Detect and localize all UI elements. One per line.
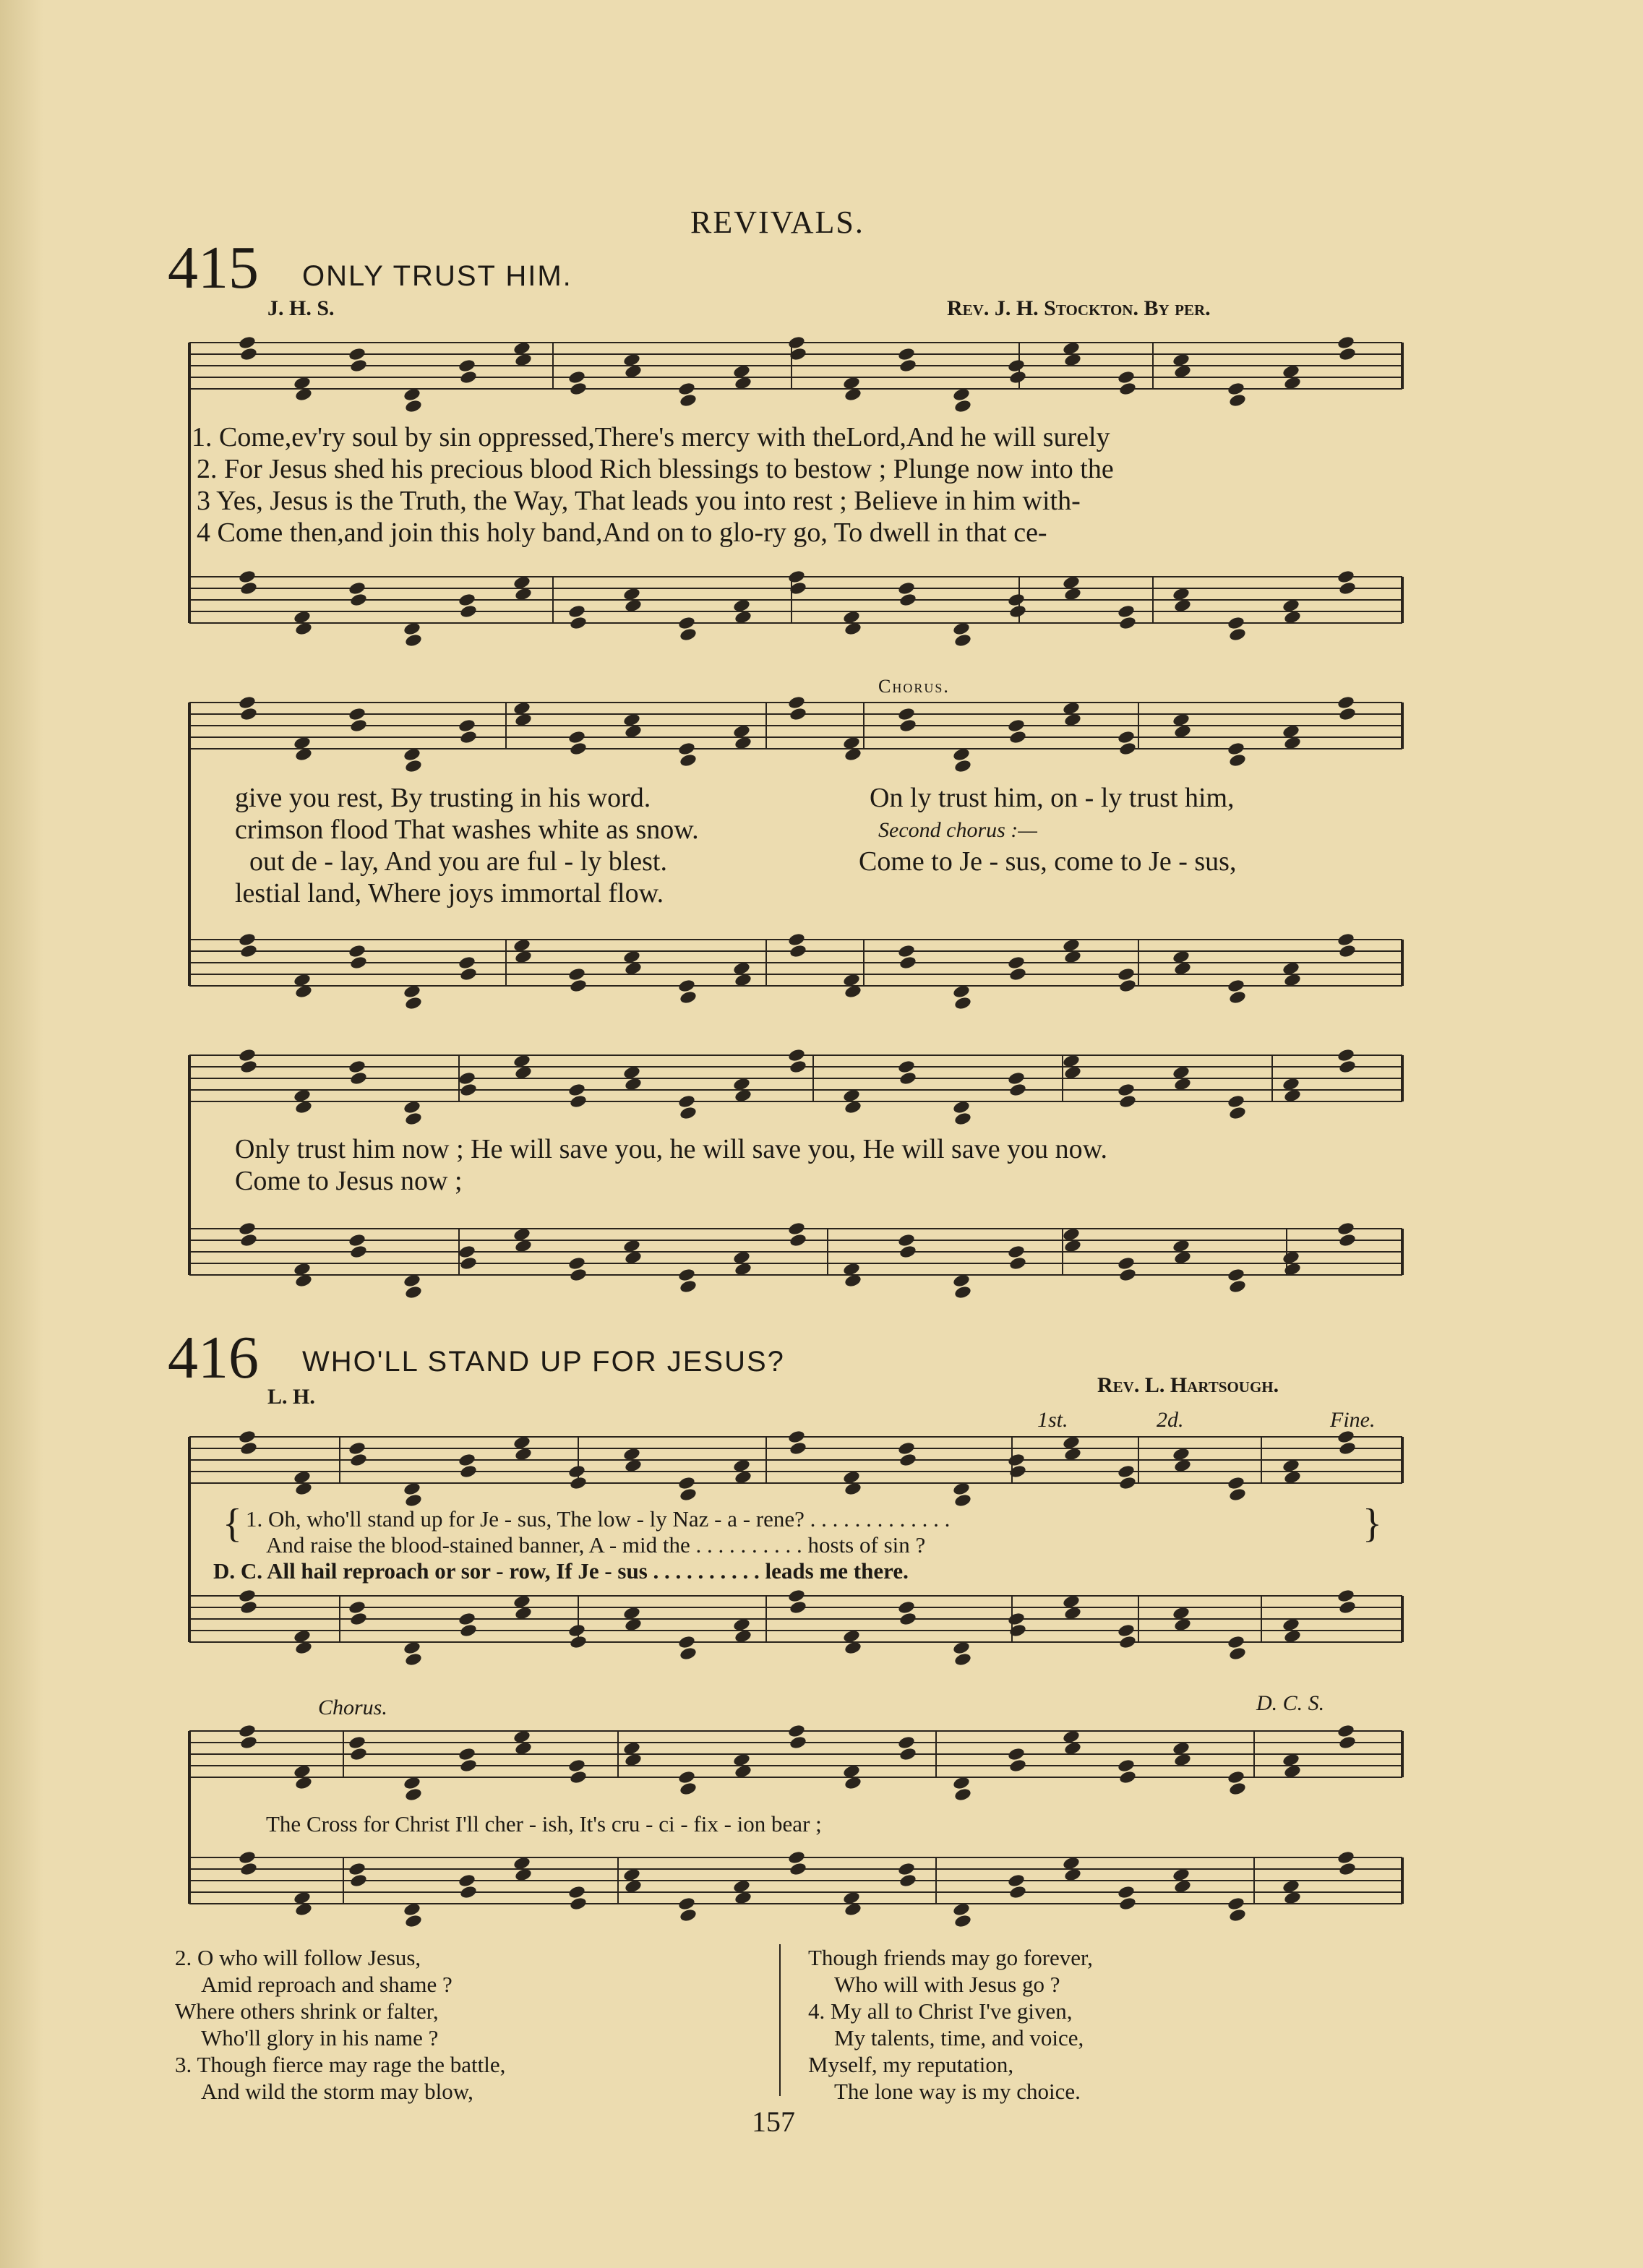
verse-line: Though friends may go forever, — [808, 1945, 1093, 1970]
note-head — [953, 1112, 971, 1127]
note-head — [1228, 627, 1246, 643]
note-head — [349, 718, 367, 734]
note-head — [1227, 1635, 1245, 1650]
note-head — [239, 1441, 257, 1456]
note-head — [459, 967, 477, 982]
note-head — [1007, 1245, 1025, 1260]
note-head — [789, 944, 807, 959]
note-head — [569, 742, 587, 757]
verse-line: 2. O who will follow Jesus, — [175, 1945, 421, 1970]
note-head — [459, 1885, 477, 1900]
note-head — [1007, 1071, 1025, 1086]
note-head — [1007, 1612, 1025, 1627]
note-head — [898, 718, 917, 734]
note-head — [349, 1245, 367, 1260]
note-head — [898, 1245, 917, 1260]
note-head — [569, 1635, 587, 1650]
note-head — [404, 633, 422, 648]
note-head — [677, 1476, 695, 1491]
hymn-416-author: L. H. — [267, 1385, 315, 1409]
note-head — [789, 1600, 807, 1615]
note-head — [569, 1770, 587, 1785]
note-head — [789, 1233, 807, 1248]
note-head — [1118, 1635, 1136, 1650]
note-head — [897, 581, 915, 596]
note-head — [1008, 1885, 1026, 1900]
note-head — [459, 1758, 477, 1774]
note-head — [404, 1285, 422, 1300]
note-head — [898, 358, 917, 374]
note-head — [679, 753, 697, 768]
note-head — [569, 616, 587, 631]
note-head — [238, 1724, 256, 1739]
note-head — [789, 1735, 807, 1751]
note-head — [1118, 742, 1136, 757]
note-head — [458, 1071, 476, 1086]
note-head — [239, 1060, 257, 1075]
hymn-416-s1-line-1: 1. Oh, who'll stand up for Je - sus, The low - ly Naz - a - rene? . . . . . . . . . . . . . — [246, 1506, 951, 1532]
note-head — [238, 1048, 256, 1063]
note-head — [1007, 718, 1025, 734]
right-brace: } — [1363, 1501, 1382, 1546]
hymn-415-s3-line-2: Come to Jesus now ; — [235, 1166, 463, 1196]
note-head — [898, 1071, 917, 1086]
note-head — [679, 1106, 697, 1121]
note-head — [679, 1646, 697, 1662]
note-head — [679, 990, 697, 1005]
note-head — [1008, 1083, 1026, 1098]
note-head — [238, 932, 256, 948]
note-head — [1008, 604, 1026, 619]
note-head — [789, 1060, 807, 1075]
note-head — [567, 604, 585, 619]
note-head — [679, 1487, 697, 1503]
note-head — [1338, 347, 1356, 362]
hymn-415-composer: Rev. J. H. Stockton. By per. — [947, 296, 1211, 320]
note-head — [1228, 1106, 1246, 1121]
hymn-415-verse-line-2: 2. For Jesus shed his precious blood Rich blessings to bestow ; Plunge now into the — [197, 454, 1114, 484]
note-head — [1008, 967, 1026, 982]
note-head — [459, 1623, 477, 1638]
note-head — [789, 1862, 807, 1877]
note-head — [1008, 730, 1026, 745]
hymn-416-s1-line-2: And raise the blood-stained banner, A - mid the . . . . . . . . . . hosts of sin ? — [266, 1532, 926, 1558]
verse-line: My talents, time, and voice, — [834, 2025, 1084, 2050]
note-head — [348, 347, 366, 362]
note-head — [238, 1589, 256, 1604]
note-head — [1117, 1083, 1135, 1098]
note-head — [458, 358, 476, 374]
note-head — [1338, 1862, 1356, 1877]
hymn-415-author: J. H. S. — [267, 296, 335, 320]
note-head — [953, 1914, 971, 1929]
note-head — [1227, 616, 1245, 631]
note-head — [1337, 1221, 1355, 1237]
note-head — [458, 955, 476, 971]
note-head — [459, 730, 477, 745]
hymn-415-s3-line-1: Only trust him now ; He will save you, he will save you, He will save you now. — [235, 1134, 1108, 1164]
note-head — [404, 1652, 422, 1667]
left-brace: { — [223, 1501, 242, 1546]
hymn-415-second-chorus-label: Second chorus :— — [878, 818, 1037, 842]
hymn-416-fine: Fine. — [1330, 1408, 1376, 1432]
note-head — [677, 1268, 695, 1283]
note-head — [348, 707, 366, 722]
hymn-416-second-ending: 2d. — [1157, 1408, 1184, 1432]
note-head — [567, 370, 585, 385]
note-head — [238, 1850, 256, 1865]
note-head — [953, 399, 971, 414]
note-head — [349, 955, 367, 971]
note-head — [1007, 1453, 1025, 1468]
note-head — [1118, 382, 1136, 397]
note-head — [569, 1897, 587, 1912]
note-head — [953, 996, 971, 1011]
hymn-415-s2-line-4: lestial land, Where joys immortal flow. — [235, 878, 664, 909]
note-head — [1337, 695, 1355, 710]
note-head — [953, 1787, 971, 1803]
note-head — [1117, 604, 1135, 619]
note-head — [567, 1083, 585, 1098]
note-head — [1228, 1908, 1246, 1923]
note-head — [787, 1850, 805, 1865]
note-head — [897, 707, 915, 722]
note-head — [348, 1233, 366, 1248]
note-head — [567, 1885, 585, 1900]
section-title: REVIVALS. — [690, 205, 865, 240]
hymn-415-title: ONLY TRUST HIM. — [302, 260, 572, 292]
note-head — [1007, 955, 1025, 971]
note-head — [1117, 730, 1135, 745]
note-head — [567, 1464, 585, 1479]
note-head — [1337, 1724, 1355, 1739]
note-head — [1227, 382, 1245, 397]
note-head — [238, 570, 256, 585]
note-head — [1228, 753, 1246, 768]
note-head — [567, 1623, 585, 1638]
note-head — [1227, 1770, 1245, 1785]
note-head — [677, 382, 695, 397]
note-head — [787, 1048, 805, 1063]
hymn-416-title: WHO'LL STAND UP FOR JESUS? — [302, 1346, 785, 1378]
note-head — [898, 1747, 917, 1762]
note-head — [953, 759, 971, 774]
note-head — [567, 1256, 585, 1271]
note-head — [1118, 1476, 1136, 1491]
note-head — [1338, 1600, 1356, 1615]
note-head — [1338, 1233, 1356, 1248]
note-head — [1227, 979, 1245, 994]
note-head — [567, 730, 585, 745]
verse-line: Amid reproach and shame ? — [201, 1972, 452, 1997]
hymn-415-verse-line-3: 3 Yes, Jesus is the Truth, the Way, That leads you into rest ; Believe in him with- — [197, 486, 1081, 516]
note-head — [1337, 932, 1355, 948]
note-head — [1227, 1094, 1245, 1109]
note-head — [679, 1279, 697, 1294]
note-head — [567, 967, 585, 982]
note-head — [677, 742, 695, 757]
note-head — [349, 593, 367, 608]
note-head — [1118, 1897, 1136, 1912]
verse-line: Who will with Jesus go ? — [834, 1972, 1060, 1997]
note-head — [458, 1747, 476, 1762]
note-head — [404, 996, 422, 1011]
note-head — [1117, 1256, 1135, 1271]
note-head — [679, 627, 697, 643]
note-head — [238, 695, 256, 710]
note-head — [1117, 967, 1135, 982]
note-head — [677, 1770, 695, 1785]
note-head — [348, 1735, 366, 1751]
note-head — [897, 1441, 915, 1456]
note-head — [1337, 1589, 1355, 1604]
hymn-415-s2-line-2: crimson flood That washes white as snow. — [235, 815, 699, 845]
note-head — [897, 347, 915, 362]
note-head — [1338, 944, 1356, 959]
note-head — [1338, 1735, 1356, 1751]
verse-line: 4. My all to Christ I've given, — [808, 1998, 1073, 2024]
note-head — [787, 695, 805, 710]
note-head — [677, 1635, 695, 1650]
note-head — [677, 616, 695, 631]
note-head — [238, 1221, 256, 1237]
hymn-416-s1-line-3: D. C. All hail reproach or sor - row, If Je - sus . . . . . . . . . . leads me there. — [213, 1558, 909, 1584]
note-head — [348, 1060, 366, 1075]
hymn-415-verse-line-4: 4 Come then,and join this holy band,And on to glo-ry go, To dwell in that ce- — [197, 517, 1047, 548]
note-head — [1008, 1256, 1026, 1271]
note-head — [1008, 370, 1026, 385]
note-head — [1337, 1048, 1355, 1063]
verse-column-divider — [779, 1944, 781, 2096]
note-head — [1338, 707, 1356, 722]
note-head — [239, 581, 257, 596]
note-head — [239, 347, 257, 362]
verse-line: Where others shrink or falter, — [175, 1998, 439, 2024]
note-head — [1337, 335, 1355, 351]
note-head — [1228, 1279, 1246, 1294]
hymn-416-number: 416 — [168, 1324, 259, 1391]
note-head — [953, 1285, 971, 1300]
verses-right-column — [808, 1944, 1093, 2105]
note-head — [1338, 1060, 1356, 1075]
note-head — [1227, 742, 1245, 757]
note-head — [569, 1476, 587, 1491]
note-head — [897, 1060, 915, 1075]
note-head — [1227, 1268, 1245, 1283]
note-head — [897, 944, 915, 959]
note-head — [1228, 990, 1246, 1005]
note-head — [679, 1908, 697, 1923]
note-head — [677, 1094, 695, 1109]
note-head — [404, 399, 422, 414]
note-head — [349, 1747, 367, 1762]
note-head — [458, 1612, 476, 1627]
note-head — [348, 944, 366, 959]
note-head — [898, 1612, 917, 1627]
hymn-415-verse-line-1: 1. Come,ev'ry soul by sin oppressed,There's mercy with theLord,And he will surely — [192, 422, 1110, 452]
note-head — [898, 955, 917, 971]
note-head — [1117, 1464, 1135, 1479]
note-head — [458, 593, 476, 608]
note-head — [1007, 358, 1025, 374]
note-head — [404, 1914, 422, 1929]
note-head — [1118, 979, 1136, 994]
hymn-415-chorus-line-2: Come to Je - sus, come to Je - sus, — [859, 846, 1237, 877]
note-head — [1227, 1476, 1245, 1491]
note-head — [348, 1600, 366, 1615]
note-head — [897, 1600, 915, 1615]
hymn-415-number: 415 — [168, 234, 259, 301]
note-head — [1337, 570, 1355, 585]
note-head — [349, 1453, 367, 1468]
note-head — [458, 1873, 476, 1889]
note-head — [898, 1453, 917, 1468]
note-head — [677, 979, 695, 994]
verse-line: 3. Though fierce may rage the battle, — [175, 2052, 506, 2077]
note-head — [789, 1441, 807, 1456]
verses-left-column — [175, 1944, 505, 2105]
note-head — [404, 759, 422, 774]
hymn-415-s2-line-3: out de - lay, And you are ful - ly blest. — [249, 846, 667, 877]
note-head — [1117, 1623, 1135, 1638]
note-head — [787, 1430, 805, 1445]
note-head — [238, 335, 256, 351]
note-head — [459, 604, 477, 619]
note-head — [1338, 1441, 1356, 1456]
note-head — [459, 1256, 477, 1271]
note-head — [787, 1724, 805, 1739]
note-head — [239, 1862, 257, 1877]
note-head — [679, 1782, 697, 1797]
note-head — [1008, 1758, 1026, 1774]
note-head — [1117, 1758, 1135, 1774]
note-head — [1118, 616, 1136, 631]
note-head — [953, 633, 971, 648]
note-head — [349, 358, 367, 374]
note-head — [1227, 1897, 1245, 1912]
note-head — [458, 1245, 476, 1260]
hymn-416-dcs: D. C. S. — [1256, 1691, 1325, 1715]
note-head — [1118, 1770, 1136, 1785]
hymn-416-chorus-line-1: The Cross for Christ I'll cher - ish, It's cru - ci - fix - ion bear ; — [266, 1811, 822, 1837]
note-head — [787, 932, 805, 948]
note-head — [897, 1735, 915, 1751]
note-head — [349, 1873, 367, 1889]
hymn-416-composer: Rev. L. Hartsough. — [1097, 1373, 1279, 1397]
note-head — [569, 979, 587, 994]
note-head — [569, 1094, 587, 1109]
note-head — [239, 1233, 257, 1248]
verse-line: Who'll glory in his name ? — [201, 2025, 439, 2050]
note-head — [787, 1589, 805, 1604]
note-head — [567, 1758, 585, 1774]
note-head — [1228, 1646, 1246, 1662]
note-head — [677, 1897, 695, 1912]
note-head — [1228, 1487, 1246, 1503]
note-head — [348, 1441, 366, 1456]
note-head — [1337, 1850, 1355, 1865]
note-head — [898, 593, 917, 608]
note-head — [679, 393, 697, 408]
note-head — [239, 1735, 257, 1751]
hymn-415-chorus-line-1: On ly trust him, on - ly trust him, — [870, 783, 1235, 813]
hymn-415-s2-line-1: give you rest, By trusting in his word. — [235, 783, 651, 813]
hymn-416-first-ending: 1st. — [1037, 1408, 1068, 1432]
note-head — [349, 1612, 367, 1627]
note-head — [239, 707, 257, 722]
note-head — [1228, 1782, 1246, 1797]
note-head — [1338, 581, 1356, 596]
note-head — [1117, 1885, 1135, 1900]
note-head — [1117, 370, 1135, 385]
note-head — [404, 1787, 422, 1803]
note-head — [897, 1862, 915, 1877]
note-head — [898, 1873, 917, 1889]
note-head — [349, 1071, 367, 1086]
note-head — [239, 1600, 257, 1615]
note-head — [458, 1453, 476, 1468]
note-head — [404, 1112, 422, 1127]
note-head — [569, 382, 587, 397]
hymn-415-chorus-label: Chorus. — [878, 676, 950, 697]
verse-line: Myself, my reputation, — [808, 2052, 1014, 2077]
note-head — [348, 1862, 366, 1877]
note-head — [569, 1268, 587, 1283]
note-head — [787, 1221, 805, 1237]
note-head — [789, 707, 807, 722]
note-head — [1228, 393, 1246, 408]
note-head — [458, 718, 476, 734]
note-head — [459, 1083, 477, 1098]
note-head — [238, 1430, 256, 1445]
hymn-416-chorus-label: Chorus. — [318, 1696, 387, 1719]
note-head — [239, 944, 257, 959]
note-head — [1007, 1747, 1025, 1762]
note-head — [953, 1493, 971, 1508]
note-head — [348, 581, 366, 596]
note-head — [459, 1464, 477, 1479]
note-head — [787, 335, 805, 351]
note-head — [1118, 1268, 1136, 1283]
note-head — [1118, 1094, 1136, 1109]
note-head — [1007, 1873, 1025, 1889]
note-head — [787, 570, 805, 585]
note-head — [953, 1652, 971, 1667]
note-head — [459, 370, 477, 385]
verse-line: The lone way is my choice. — [834, 2079, 1081, 2104]
note-head — [897, 1233, 915, 1248]
page-number: 157 — [752, 2105, 795, 2138]
note-head — [1007, 593, 1025, 608]
verse-line: And wild the storm may blow, — [201, 2079, 473, 2104]
